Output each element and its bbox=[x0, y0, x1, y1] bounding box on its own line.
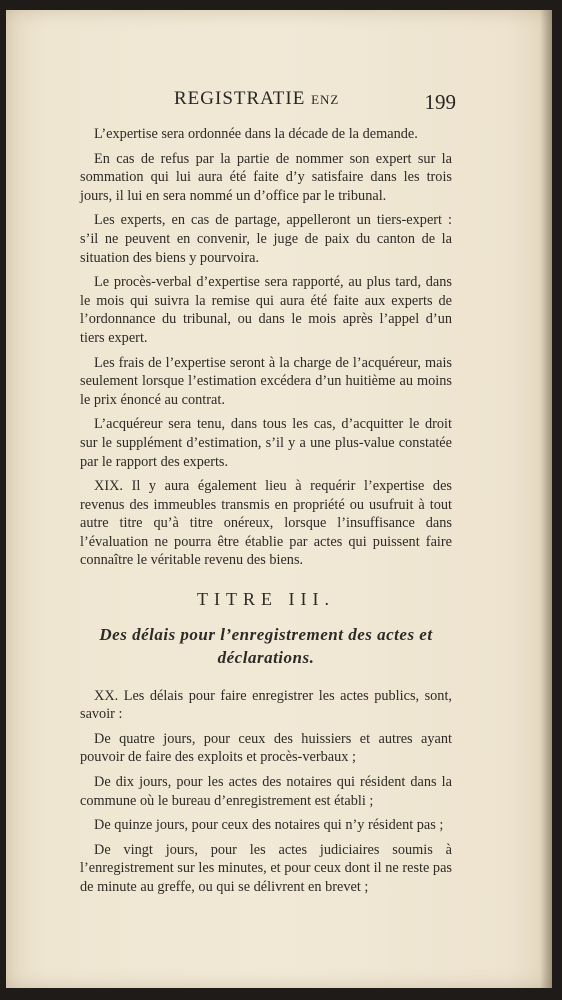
paragraph: L’acquéreur sera tenu, dans tous les cas, d’acquitter le droit sur le supplément d’estimation, s’il y a une plus-value constatée par le rapport des experts. bbox=[80, 416, 452, 470]
paragraph: Les frais de l’expertise seront à la charge de l’acquéreur, mais seulement lorsque l’estimation excédera d’un huitième au moins le prix énoncé au contrat. bbox=[80, 354, 452, 408]
paragraph: De dix jours, pour les actes des notaires qui résident dans la commune où le bureau d’enregistrement est établi ; bbox=[80, 774, 452, 809]
article-xx: XX. Les délais pour faire enregistrer les actes publics, sont, savoir : bbox=[80, 687, 452, 723]
running-title-main: REGISTRATIE bbox=[174, 88, 306, 109]
running-title-suffix: ENZ bbox=[311, 92, 340, 107]
paragraph: De quinze jours, pour ceux des notaires qui n’y résident pas ; bbox=[94, 817, 444, 834]
section-title: TITRE III. bbox=[197, 589, 335, 610]
section-subtitle: Des délais pour l’enregistrement des actes et déclarations. bbox=[99, 624, 433, 667]
book-page bbox=[6, 10, 552, 988]
article-xix: XIX. Il y aura également lieu à requérir l’expertise des revenus des immeubles transmis en propriété ou usufruit à tout autre titre qu’à titre onéreux, lorsque l’insuffisance dans l’évaluation ne pourra être établie par actes qui puissent faire connaître le véritable revenu des biens. bbox=[80, 478, 452, 569]
running-title bbox=[174, 88, 339, 110]
paragraph: En cas de refus par la partie de nommer son expert sur la sommation qui lui aura été faite d’y satisfaire dans les trois jours, il lui en sera nommé un d’office par le tribunal. bbox=[80, 150, 452, 204]
paragraph: De quatre jours, pour ceux des huissiers et autres ayant pouvoir de faire des exploits et procès-verbaux ; bbox=[80, 730, 452, 766]
paragraph: Les experts, en cas de partage, appelleront un tiers-expert : s’il ne peuvent en convenir, le juge de paix du canton de la situation des biens y pourvoira. bbox=[80, 212, 452, 266]
paragraph: Le procès-verbal d’expertise sera rapporté, au plus tard, dans le mois qui suivra la remise qui aura été faite aux experts de l’ordonnance du tribunal, ou dans le mois après l’appel d’un tiers expert. bbox=[80, 274, 452, 346]
paragraph: De vingt jours, pour les actes judiciaires soumis à l’enregistrement sur les minutes, et pour ceux dont il ne reste pas de minute au greffe, ou qui se délivrent en brevet ; bbox=[80, 841, 452, 895]
page-gutter-shadow bbox=[540, 10, 552, 988]
paragraph: L’expertise sera ordonnée dans la décade de la demande. bbox=[94, 126, 418, 142]
page-header bbox=[6, 88, 552, 118]
page-number: 199 bbox=[424, 90, 456, 114]
page-body bbox=[80, 125, 452, 903]
